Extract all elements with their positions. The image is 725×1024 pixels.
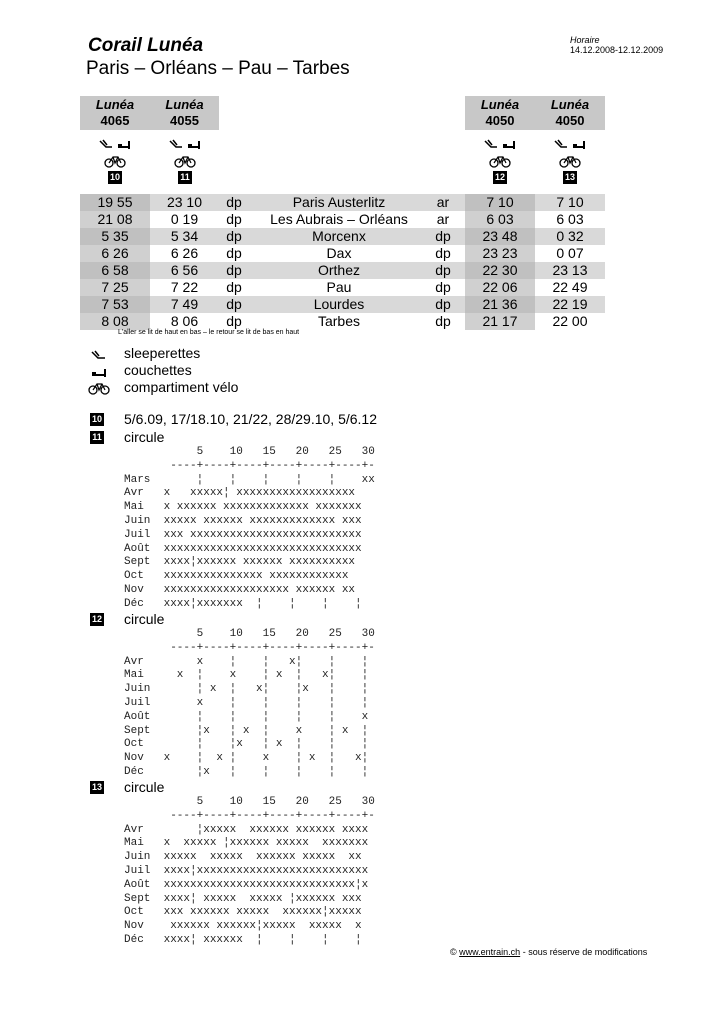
train-number: 4065: [100, 113, 130, 128]
dir-right: dp: [435, 228, 451, 244]
dir-left: dp: [226, 313, 242, 329]
bicycle-icon: [489, 154, 511, 168]
timetable-row: [80, 245, 605, 262]
timetable-row: [80, 194, 605, 211]
time-4050-a: 21 36: [465, 296, 535, 313]
note-badge-10: 10: [91, 414, 102, 424]
amenity-icons: [164, 137, 206, 184]
calendar-13: 5 10 15 20 25 30 ----+----+----+----+----+----+- Avr ¦xxxxx xxxxxx xxxxxx xxxx Mai x xxxxx ¦xxxxxx xxxxx xxxxxxx Juin xxxxx xxxxx xxxxxx xxxxx xx Juil xxxx¦xxxxxxxxxxxxxxxxxxxxxxxxxx Août xxxxxxxxxxxxxxxxxxxxxxxxxxxxx¦x Sept xxxx¦ xxxxx xxxxx ¦xxxxxx xxx Oct xxx xxxxxx xxxxx xxxxxx¦xxxxx Nov xxxxxx xxxxxx¦xxxxx xxxxx x Déc xxxx¦ xxxxxx ¦ ¦ ¦ ¦: [124, 796, 375, 946]
note-10-dates: 5/6.09, 17/18.10, 21/22, 28/29.10, 5/6.12: [124, 411, 377, 427]
note-13-label: circule: [124, 779, 165, 795]
note-badge-12: 12: [91, 614, 102, 624]
dir-right: dp: [435, 262, 451, 278]
time-4065: 7 53: [80, 296, 150, 313]
time-4055: 7 49: [170, 296, 199, 312]
calendar-11: 5 10 15 20 25 30 ----+----+----+----+----+----+- Mars ¦ ¦ ¦ ¦ ¦ xx Avr x xxxxx¦ xxxxxxxxxxxxxxxxxx Mai x xxxxxx xxxxxxxxxxxxx xxxxxxx Juin xxxxx xxxxxx xxxxxxxxxxxxx xxx Juil xxx xxxxxxxxxxxxxxxxxxxxxxxxxx Août xxxxxxxxxxxxxxxxxxxxxxxxxxxxxx Sept xxxx¦xxxxxx xxxxxx xxxxxxxxxx Oct xxxxxxxxxxxxxxx xxxxxxxxxxxx Nov xxxxxxxxxxxxxxxxxxx xxxxxx xx Déc xxxx¦xxxxxxx ¦ ¦ ¦ ¦: [124, 446, 375, 610]
time-4065: 7 25: [80, 279, 150, 296]
bicycle-icon: [88, 381, 110, 395]
amenity-icons: [94, 137, 136, 184]
station-name: Lourdes: [313, 296, 365, 312]
note-badge: 12: [494, 172, 505, 182]
timetable-row: [80, 279, 605, 296]
dir-right: dp: [435, 296, 451, 312]
dir-right: ar: [436, 211, 450, 227]
note-badge: 10: [109, 172, 120, 182]
time-4055: 6 56: [170, 262, 199, 278]
time-4050-a: 22 30: [465, 262, 535, 279]
time-4055: 7 22: [170, 279, 199, 295]
dir-right: dp: [435, 245, 451, 261]
timetable-row: [80, 228, 605, 245]
copyright-symbol: ©: [450, 947, 457, 957]
time-4050-b: 22 00: [552, 313, 588, 329]
station-name: Morcenx: [312, 228, 366, 244]
page-title: Corail Lunéa: [88, 35, 204, 56]
dir-left: dp: [226, 211, 242, 227]
note-badge-11: 11: [90, 431, 104, 444]
note-badge: 11: [178, 171, 192, 184]
sleeper-couchette-icon: [553, 137, 587, 151]
train-name: Lunéa: [165, 97, 204, 112]
train-name: Lunéa: [480, 97, 520, 112]
train-number: 4050: [555, 113, 585, 128]
route-subtitle: Paris – Orléans – Pau – Tarbes: [86, 58, 350, 79]
train-column-4050-b: [535, 97, 605, 129]
time-4055: 8 06: [170, 313, 199, 329]
sleeper-couchette-icon: [98, 137, 132, 151]
footer: [450, 947, 647, 957]
dir-left: dp: [226, 228, 242, 244]
time-4050-b: 0 32: [556, 228, 584, 244]
time-4050-a: 21 17: [465, 313, 535, 330]
validity-period: 14.12.2008-12.12.2009: [570, 45, 664, 55]
time-4050-a: 7 10: [465, 194, 535, 211]
bicycle-icon: [559, 154, 581, 168]
timetable-row: [80, 211, 605, 228]
amenity-icons: [479, 137, 521, 184]
bicycle-icon: [104, 154, 126, 168]
time-4065: 21 08: [80, 211, 150, 228]
station-name: Paris Austerlitz: [292, 194, 386, 210]
couchette-icon: [90, 365, 108, 379]
dir-right: dp: [435, 279, 451, 295]
legend-velo: compartiment vélo: [124, 379, 239, 395]
train-name: Lunéa: [95, 97, 135, 112]
note-badge-13: 13: [91, 782, 102, 792]
time-4050-a: 6 03: [465, 211, 535, 228]
timetable-row: [80, 296, 605, 313]
time-4050-b: 23 13: [552, 262, 588, 278]
time-4050-a: 23 23: [465, 245, 535, 262]
dir-left: dp: [226, 296, 242, 312]
dir-left: dp: [226, 262, 242, 278]
dir-left: dp: [226, 194, 242, 210]
station-name: Orthez: [317, 262, 360, 278]
dir-right: ar: [436, 194, 450, 210]
bicycle-icon: [174, 154, 196, 168]
sleeper-couchette-icon: [483, 137, 517, 151]
train-column-4065: [80, 97, 150, 129]
train-number: 4050: [485, 113, 515, 128]
station-name: Les Aubrais – Orléans: [270, 211, 408, 227]
time-4065: 8 08: [80, 313, 150, 330]
dir-left: dp: [226, 245, 242, 261]
train-column-4050-a: [465, 97, 535, 129]
time-4050-b: 0 07: [556, 245, 584, 261]
timetable-row: [80, 313, 605, 330]
legend-sleeperettes: sleeperettes: [124, 345, 201, 361]
time-4050-b: 22 19: [552, 296, 588, 312]
station-name: Pau: [326, 279, 352, 295]
reading-note: L'aller se lit de haut en bas – le retour se lit de bas en haut: [118, 329, 300, 336]
horaire-label: Horaire: [570, 35, 600, 45]
time-4065: 6 26: [80, 245, 150, 262]
time-4050-b: 6 03: [556, 211, 584, 227]
note-badge: 13: [564, 172, 575, 182]
time-4055: 23 10: [166, 194, 203, 210]
timetable-row: [80, 262, 605, 279]
legend: [88, 345, 388, 400]
time-4055: 5 34: [170, 228, 199, 244]
note-12-label: circule: [124, 611, 165, 627]
time-4050-a: 23 48: [465, 228, 535, 245]
note-11-label: circule: [124, 429, 165, 445]
train-name: Lunéa: [550, 97, 590, 112]
sleeperette-icon: [90, 348, 108, 362]
time-4055: 0 19: [170, 211, 199, 227]
amenity-icons: [549, 137, 591, 184]
sleeper-couchette-icon: [168, 137, 202, 151]
time-4065: 19 55: [80, 194, 150, 211]
time-4065: 5 35: [80, 228, 150, 245]
legend-couchettes: couchettes: [124, 362, 192, 378]
station-name: Tarbes: [317, 313, 361, 329]
train-column-4055: [150, 97, 219, 129]
time-4050-a: 22 06: [465, 279, 535, 296]
train-number: 4055: [170, 113, 199, 128]
time-4050-b: 7 10: [556, 194, 584, 210]
dir-left: dp: [226, 279, 242, 295]
footer-disclaimer: - sous réserve de modifications: [522, 947, 648, 957]
site-link[interactable]: www.entrain.ch: [459, 947, 521, 957]
station-name: Dax: [326, 245, 352, 261]
dir-right: dp: [435, 313, 451, 329]
time-4065: 6 58: [80, 262, 150, 279]
time-4050-b: 22 49: [552, 279, 588, 295]
calendar-12: 5 10 15 20 25 30 ----+----+----+----+----+----+- Avr x ¦ ¦ x¦ ¦ ¦ Mai x ¦ x ¦ x ¦ x¦ ¦ Juin ¦ x ¦ x¦ ¦x ¦ ¦ Juil x ¦ ¦ ¦ ¦ ¦ Août ¦ ¦ ¦ ¦ ¦ x Sept ¦x ¦ x ¦ x ¦ x ¦ Oct ¦ ¦x ¦ x ¦ ¦ ¦ Nov x ¦ x ¦ x ¦ x ¦ x¦ Déc ¦x ¦ ¦ ¦ ¦ ¦: [124, 628, 375, 778]
time-4055: 6 26: [170, 245, 199, 261]
